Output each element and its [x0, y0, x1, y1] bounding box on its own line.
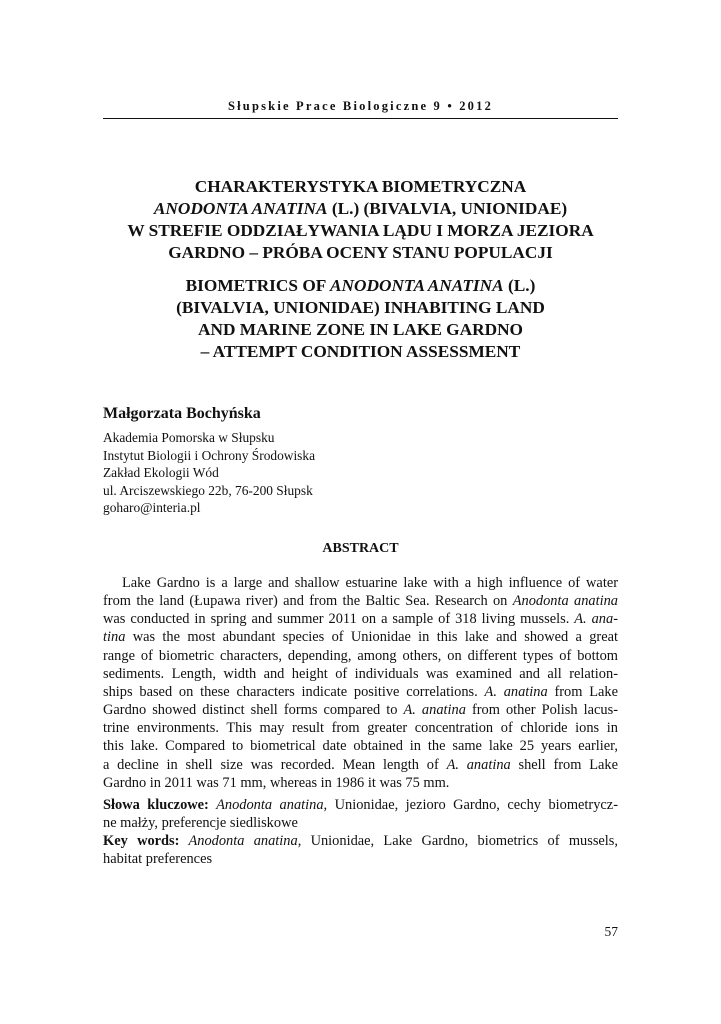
title-pl-line-3: W STREFIE ODDZIAŁYWANIA LĄDU I MORZA JEZIORA	[127, 221, 594, 240]
abstract-line: range of biometric characters, depending, among others, on different types of bottom	[103, 647, 618, 664]
affiliation-line: ul. Arciszewskiego 22b, 76-200 Słupsk	[103, 482, 313, 498]
abstract-line: Lake Gardno is a large and shallow estuarine lake with a high influence of water	[122, 575, 618, 591]
abstract-line: this lake. Compared to biometrical date obtained in the same lake 25 years earlier,	[103, 738, 618, 755]
keywords-pl-line: ne małży, preferencje siedliskowe	[103, 815, 298, 832]
keywords-pl-line: Słowa kluczowe: Anodonta anatina, Unionidae, jezioro Gardno, cechy biometrycz-	[103, 797, 618, 813]
title-en-line-3: AND MARINE ZONE IN LAKE GARDNO	[197, 320, 523, 339]
keywords-en-line: Key words: Anodonta anatina, Unionidae, Lake Gardno, biometrics of mussels,	[103, 833, 618, 850]
title-en-line-1: BIOMETRICS OF ANODONTA ANATINA (L.)	[185, 276, 536, 295]
affiliation-line: Instytut Biologii i Ochrony Środowiska	[103, 447, 316, 463]
abstract-line: from the land (Łupawa river) and from the Baltic Sea. Research on Anodonta anatina	[103, 593, 618, 610]
species-name: ANODONTA ANATINA	[330, 276, 504, 295]
abstract-heading: ABSTRACT	[322, 541, 399, 556]
abstract-text	[103, 574, 618, 792]
title-en-line-4: – ATTEMPT CONDITION ASSESSMENT	[200, 342, 521, 361]
keywords-section	[103, 796, 618, 869]
abstract-line: was conducted in spring and summer 2011 on a sample of 318 living mussels. A. ana-	[103, 611, 618, 628]
page-number: 57	[604, 924, 618, 939]
abstract-line: sediments. Length, width and height of individuals was examined and all relation-	[103, 665, 618, 682]
keywords-en-line: habitat preferences	[103, 851, 213, 868]
title-pl-line-1: CHARAKTERYSTYKA BIOMETRYCZNA	[194, 177, 527, 196]
keywords-pl-label: Słowa kluczowe:	[103, 797, 209, 813]
abstract-line: a decline in shell size was recorded. Mean length of A. anatina shell from Lake	[103, 756, 618, 773]
title-en-line-2: (BIVALVIA, UNIONIDAE) INHABITING LAND	[176, 298, 545, 317]
author-name: Małgorzata Bochyńska	[103, 405, 261, 422]
abstract-line: tina was the most abundant species of Unionidae in this lake and showed a great	[103, 629, 618, 646]
author-email: goharo@interia.pl	[103, 500, 201, 516]
abstract-line: trine environments. This may result from greater concentration of chloride ions in	[103, 720, 618, 737]
title-pl-line-2: ANODONTA ANATINA (L.) (BIVALVIA, UNIONIDAE)	[153, 199, 568, 218]
abstract-line: Gardno in 2011 was 71 mm, whereas in 1986 it was 75 mm.	[103, 774, 450, 791]
abstract-line: ships based on these characters indicate positive correlations. A. anatina from Lake	[103, 683, 618, 700]
affiliation-line: Akademia Pomorska w Słupsku	[103, 430, 275, 445]
title-polish	[90, 176, 631, 264]
keywords-en-label: Key words:	[103, 833, 180, 850]
journal-header: Słupskie Prace Biologiczne 9 • 2012	[227, 99, 494, 113]
title-pl-line-4: GARDNO – PRÓBA OCENY STANU POPULACJI	[168, 243, 553, 262]
author-affiliation	[103, 429, 315, 517]
affiliation-line: Zakład Ekologii Wód	[103, 465, 219, 481]
title-english	[90, 275, 631, 363]
header-rule	[103, 118, 618, 119]
abstract-line: Gardno showed distinct shell forms compared to A. anatina from other Polish lacus-	[103, 702, 618, 719]
species-name: ANODONTA ANATINA	[153, 199, 328, 218]
